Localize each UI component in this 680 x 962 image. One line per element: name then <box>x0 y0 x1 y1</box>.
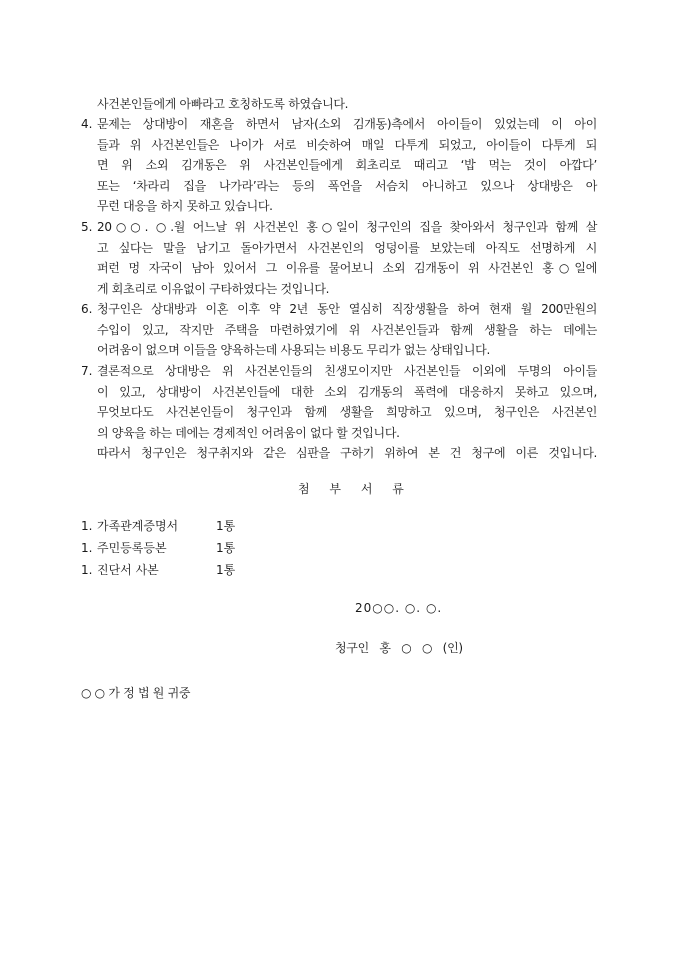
attachments-heading: 첨 부 서 류 <box>298 482 412 496</box>
court-addressee: ○ ○ 가 정 법 원 귀중 <box>81 686 191 700</box>
body-line: 청구인은 상대방과 이혼 이후 약 2년 동안 열심히 직장생활을 하여 현재 월 200만원의 <box>97 302 597 316</box>
body-line: 게 회초리로 이유없이 구타하였다는 것입니다. <box>97 282 330 296</box>
item-number: 7. <box>81 364 93 378</box>
body-line: 의 양육을 하는 데에는 경제적인 어려움이 없다 할 것입니다. <box>97 426 400 440</box>
body-line: 들과 위 사건본인들은 나이가 서로 비슷하여 매일 다투게 되었고, 아이들이 다투게 되 <box>97 138 597 152</box>
body-line: 이 있고, 상대방이 사건본인들에 대한 소외 김개동의 폭력에 대응하지 못하고 있으며, <box>97 385 597 399</box>
item-number: 5. <box>81 220 93 234</box>
body-line: 사건본인들에게 아빠라고 호칭하도록 하였습니다. <box>97 97 349 111</box>
attachment-count: 1통 <box>216 541 236 555</box>
body-line: 무런 대응을 하지 못하고 있습니다. <box>97 199 273 213</box>
attachment-count: 1통 <box>216 519 236 533</box>
body-line: 또는 ‘차라리 집을 나가라’라는 등의 폭언을 서슴치 아니하고 있으나 상대방은 아 <box>97 179 597 193</box>
body-line: 어려움이 없으며 이들을 양육하는데 사용되는 비용도 무리가 없는 상태입니다. <box>97 343 490 357</box>
body-line: 결론적으로 상대방은 위 사건본인들의 친생모이지만 사건본인들 이외에 두명의 아이들 <box>97 364 597 378</box>
conclusion-line: 따라서 청구인은 청구취지와 같은 심판을 구하기 위하여 본 건 청구에 이른 것입니다. <box>97 446 597 460</box>
claimant-signature: 청구인 홍 ○ ○ (인) <box>335 641 463 655</box>
item-number: 6. <box>81 302 93 316</box>
attachment-name: 가족관계증명서 <box>97 519 179 533</box>
body-line: 무엇보다도 사건본인들이 청구인과 함께 생활을 희망하고 있으며, 청구인은 사건본인 <box>97 405 597 419</box>
attachment-number: 1. <box>81 541 93 555</box>
attachment-count: 1통 <box>216 563 236 577</box>
document-date: 20○○. ○. ○. <box>355 601 443 615</box>
body-line: 수입이 있고, 작지만 주택을 마련하였기에 위 사건본인들과 함께 생활을 하는 데에는 <box>97 323 597 337</box>
body-line: 고 싶다는 말을 남기고 돌아가면서 사건본인의 엉덩이를 보았는데 아직도 선명하게 시 <box>97 241 597 255</box>
attachment-name: 진단서 사본 <box>97 563 159 577</box>
body-line: 면 위 소외 김개동은 위 사건본인들에게 회초리로 때리고 ‘밥 먹는 것이 아깝다’ <box>97 158 597 172</box>
attachment-name: 주민등록등본 <box>97 541 167 555</box>
attachment-number: 1. <box>81 519 93 533</box>
body-line: 20○○. ○.월 어느날 위 사건본인 홍○일이 청구인의 집을 찾아와서 청구인과 함께 살 <box>97 220 597 234</box>
body-line: 문제는 상대방이 재혼을 하면서 남자(소외 김개동)측에서 아이들이 있었는데 이 아이 <box>97 117 597 131</box>
body-line: 퍼런 멍 자국이 남아 있어서 그 이유를 물어보니 소외 김개동이 위 사건본인 홍○일에 <box>97 261 597 275</box>
attachment-number: 1. <box>81 563 93 577</box>
item-number: 4. <box>81 117 93 131</box>
